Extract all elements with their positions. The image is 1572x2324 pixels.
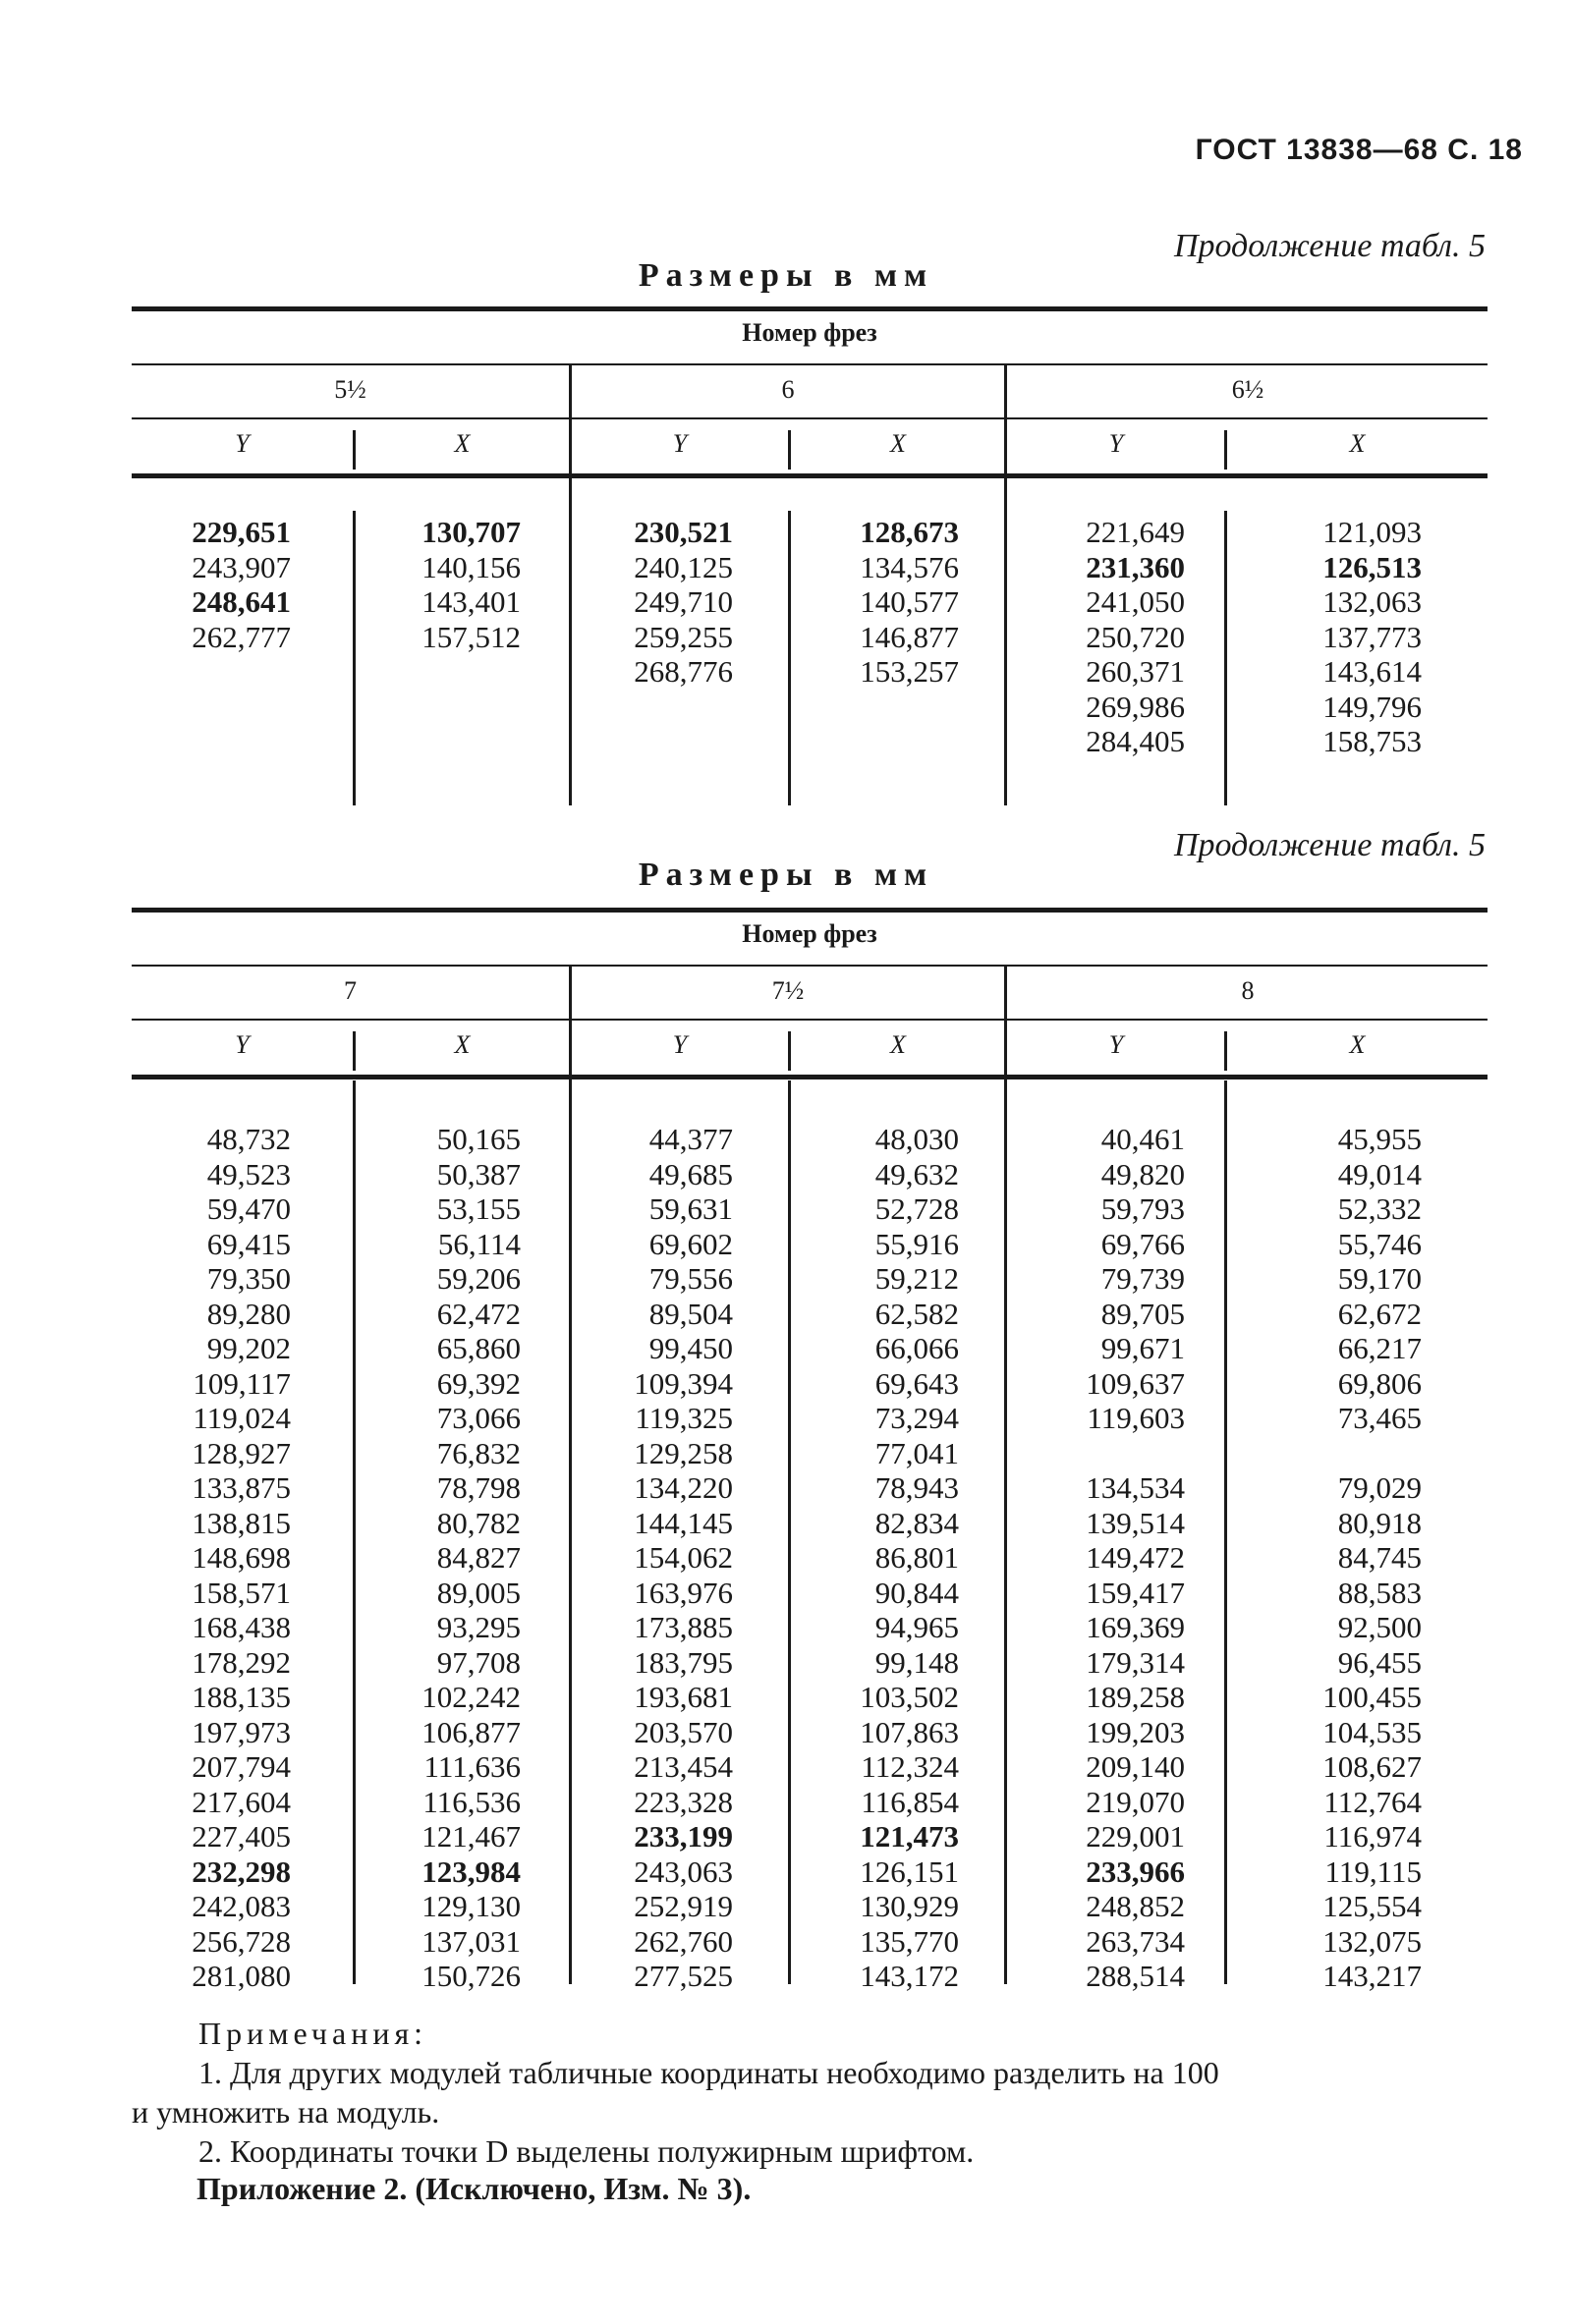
note-1-line-2: и умножить на модуль. (132, 2094, 440, 2130)
table-cell: 126,151 (860, 1854, 959, 1889)
table-cell: 48,030 (874, 1122, 959, 1156)
table-cell: 97,708 (436, 1644, 521, 1680)
table-cell: 55,746 (1337, 1226, 1422, 1261)
table-cell: 66,217 (1337, 1331, 1422, 1365)
table-cell: 268,776 (634, 654, 733, 689)
table-cell: 146,877 (860, 619, 959, 654)
table-cell: 249,710 (634, 584, 733, 619)
table1 (132, 306, 1488, 805)
table1-group-header: Номер фрез (742, 318, 877, 347)
table-cell: 69,392 (436, 1365, 521, 1401)
table-cell: 173,885 (634, 1610, 733, 1644)
table-cell: 123,984 (421, 1854, 521, 1889)
table2-continuation: Продолжение табл. 5 (1173, 827, 1486, 863)
table-cell: 129,258 (634, 1435, 733, 1470)
appendix-note: Приложение 2. (Исключено, Изм. № 3). (196, 2171, 752, 2206)
table-cell: 154,062 (634, 1540, 733, 1575)
table-cell: 79,350 (206, 1261, 291, 1296)
table-cell: 79,739 (1100, 1261, 1185, 1296)
table-cell: 62,582 (874, 1296, 959, 1331)
table-cell: 227,405 (192, 1819, 291, 1854)
table-cell: 52,728 (874, 1191, 959, 1226)
table1-col-label-6: X (1349, 429, 1366, 458)
table-cell: 139,514 (1086, 1505, 1185, 1540)
table2-col-label-1: Y (235, 1030, 250, 1059)
table-cell: 102,242 (421, 1680, 521, 1714)
table-cell: 77,041 (874, 1435, 959, 1470)
table-cell: 138,815 (192, 1505, 291, 1540)
table-cell: 149,472 (1086, 1540, 1185, 1575)
table1-column-5 (988, 515, 1185, 759)
table-cell: 96,455 (1337, 1644, 1422, 1680)
table-cell: 221,649 (1086, 515, 1185, 549)
table1-column-6 (1225, 515, 1422, 759)
table-cell: 230,521 (634, 515, 733, 549)
table-cell: 128,927 (192, 1435, 291, 1470)
table-cell: 99,671 (1100, 1331, 1185, 1365)
table1-column-1 (94, 515, 291, 654)
table-cell: 158,753 (1322, 724, 1422, 758)
table-cell: 116,974 (1323, 1819, 1422, 1854)
table1-continuation: Продолжение табл. 5 (1173, 228, 1486, 264)
table2 (132, 908, 1488, 1993)
table-cell: 80,782 (436, 1505, 521, 1540)
table-cell: 233,199 (634, 1819, 733, 1854)
table-cell: 169,369 (1086, 1610, 1185, 1644)
table2-col-label-5: Y (1108, 1030, 1124, 1059)
table-cell: 163,976 (634, 1575, 733, 1610)
table-cell: 143,614 (1322, 654, 1422, 689)
table-cell: 73,294 (874, 1401, 959, 1435)
table2-column-3 (536, 1122, 733, 1994)
table-cell: 59,212 (874, 1261, 959, 1296)
table-cell: 48,732 (206, 1122, 291, 1156)
table-cell: 284,405 (1086, 724, 1185, 758)
table1-column-4 (762, 515, 959, 690)
table-cell: 135,770 (860, 1923, 959, 1959)
table-cell: 248,852 (1086, 1889, 1185, 1923)
table-cell: 232,298 (192, 1854, 291, 1889)
table-cell: 44,377 (648, 1122, 733, 1156)
table1-sizes-title: Размеры в мм (638, 257, 934, 294)
table-cell: 66,066 (874, 1331, 959, 1365)
table-cell: 107,863 (860, 1714, 959, 1749)
table-cell: 130,929 (860, 1889, 959, 1923)
table-cell (1225, 1436, 1422, 1471)
table-cell: 153,257 (860, 654, 959, 689)
table-cell: 116,854 (861, 1784, 959, 1819)
table-cell: 240,125 (634, 549, 733, 584)
table-cell: 130,707 (421, 515, 521, 549)
table1-cutter-1: 5½ (334, 375, 366, 404)
table-cell: 45,955 (1337, 1122, 1422, 1156)
table2-column-2 (324, 1122, 521, 1994)
table-cell: 93,295 (436, 1610, 521, 1644)
table-cell: 49,014 (1337, 1156, 1422, 1191)
table2-col-label-2: X (454, 1030, 471, 1059)
table-cell: 92,500 (1337, 1610, 1422, 1644)
table-cell: 129,130 (421, 1889, 521, 1923)
table-cell: 259,255 (634, 619, 733, 654)
table-cell: 213,454 (634, 1749, 733, 1784)
table-cell: 148,698 (192, 1540, 291, 1575)
table-cell: 262,777 (192, 619, 291, 654)
table-cell: 183,795 (634, 1644, 733, 1680)
table2-cutter-2: 7½ (771, 976, 805, 1005)
table-cell: 78,943 (874, 1470, 959, 1505)
table-cell: 137,031 (421, 1923, 521, 1959)
table-cell: 56,114 (437, 1226, 521, 1261)
table-cell: 62,672 (1337, 1296, 1422, 1331)
table-cell: 250,720 (1086, 619, 1185, 654)
table-cell: 231,360 (1086, 549, 1185, 584)
table-cell: 109,637 (1086, 1365, 1185, 1401)
table-cell: 100,455 (1322, 1680, 1422, 1714)
table-cell: 263,734 (1086, 1923, 1185, 1959)
table1-column-2 (324, 515, 521, 654)
table-cell: 50,387 (436, 1156, 521, 1191)
table-cell: 143,217 (1322, 1959, 1422, 1993)
table-cell: 134,220 (634, 1470, 733, 1505)
table-cell: 111,636 (423, 1749, 521, 1784)
table-cell: 53,155 (436, 1191, 521, 1226)
table-cell: 288,514 (1086, 1959, 1185, 1993)
table2-group-header: Номер фрез (742, 919, 877, 948)
table-cell: 178,292 (192, 1644, 291, 1680)
table-cell: 219,070 (1086, 1784, 1185, 1819)
table-cell: 109,117 (193, 1365, 291, 1401)
table-cell: 88,583 (1337, 1575, 1422, 1610)
table-cell: 84,745 (1337, 1540, 1422, 1575)
table-cell: 55,916 (874, 1226, 959, 1261)
table-cell: 125,554 (1322, 1889, 1422, 1923)
table2-cutter-1: 7 (344, 976, 357, 1005)
table-cell: 121,467 (421, 1819, 521, 1854)
notes-title: Примечания: (198, 2016, 428, 2051)
table-cell: 79,029 (1337, 1470, 1422, 1505)
table2-column-4 (762, 1122, 959, 1994)
table-cell: 62,472 (436, 1296, 521, 1331)
table-cell: 262,760 (634, 1923, 733, 1959)
table-cell: 132,075 (1322, 1923, 1422, 1959)
table-cell: 52,332 (1337, 1191, 1422, 1226)
table-cell: 40,461 (1100, 1122, 1185, 1156)
table1-col-label-5: Y (1108, 429, 1124, 458)
table-cell: 65,860 (436, 1331, 521, 1365)
table-cell: 79,556 (648, 1261, 733, 1296)
table-cell: 229,001 (1086, 1819, 1185, 1854)
table-cell: 59,631 (648, 1191, 733, 1226)
table-cell: 179,314 (1086, 1644, 1185, 1680)
table-cell: 256,728 (192, 1923, 291, 1959)
table-cell: 188,135 (192, 1680, 291, 1714)
table-cell: 89,705 (1100, 1296, 1185, 1331)
table-cell: 229,651 (192, 515, 291, 549)
table-cell: 241,050 (1086, 584, 1185, 619)
table-cell: 106,877 (421, 1714, 521, 1749)
table-cell: 59,206 (436, 1261, 521, 1296)
table-cell: 119,603 (1087, 1401, 1185, 1435)
table-cell: 73,465 (1337, 1401, 1422, 1435)
table1-col-label-3: Y (672, 429, 688, 458)
table-cell: 126,513 (1322, 549, 1422, 584)
table-cell: 137,773 (1322, 619, 1422, 654)
table-cell: 277,525 (634, 1959, 733, 1993)
table2-cutter-3: 8 (1241, 976, 1255, 1005)
table-cell: 89,005 (436, 1575, 521, 1610)
table-cell: 193,681 (634, 1680, 733, 1714)
table-cell: 69,806 (1337, 1365, 1422, 1401)
page-header: ГОСТ 13838—68 С. 18 (1195, 134, 1523, 166)
table-cell: 86,801 (874, 1540, 959, 1575)
table-cell: 143,172 (860, 1959, 959, 1993)
table-cell: 94,965 (874, 1610, 959, 1644)
table-cell: 69,415 (206, 1226, 291, 1261)
table-cell: 49,685 (648, 1156, 733, 1191)
table-cell: 207,794 (192, 1749, 291, 1784)
table-cell: 134,576 (860, 549, 959, 584)
table-cell: 109,394 (634, 1365, 733, 1401)
note-2: 2. Координаты точки D выделены полужирным шрифтом. (198, 2133, 975, 2169)
table2-column-1 (94, 1122, 291, 1994)
table-cell: 223,328 (634, 1784, 733, 1819)
table-cell: 134,534 (1086, 1470, 1185, 1505)
table-cell: 203,570 (634, 1714, 733, 1749)
table-cell: 49,523 (206, 1156, 291, 1191)
table-cell: 103,502 (860, 1680, 959, 1714)
table-cell: 260,371 (1086, 654, 1185, 689)
table-cell: 89,280 (206, 1296, 291, 1331)
table-cell: 233,966 (1086, 1854, 1185, 1889)
table1-col-label-4: X (890, 429, 906, 458)
table-cell: 243,907 (192, 549, 291, 584)
table-cell: 59,793 (1100, 1191, 1185, 1226)
table-cell: 50,165 (436, 1122, 521, 1156)
table-cell: 197,973 (192, 1714, 291, 1749)
table-cell: 69,602 (648, 1226, 733, 1261)
table-cell: 143,401 (421, 584, 521, 619)
table2-column-5 (988, 1122, 1185, 1994)
table2-col-label-6: X (1349, 1030, 1366, 1059)
table-cell: 82,834 (874, 1505, 959, 1540)
table-cell: 199,203 (1086, 1714, 1185, 1749)
table-cell: 128,673 (860, 515, 959, 549)
table-cell: 73,066 (436, 1401, 521, 1435)
table-cell: 69,766 (1100, 1226, 1185, 1261)
notes (132, 2014, 1507, 2171)
table-cell: 119,325 (635, 1401, 733, 1435)
table-cell: 157,512 (421, 619, 521, 654)
table-cell: 281,080 (192, 1959, 291, 1993)
table-cell (988, 1436, 1185, 1471)
table-cell: 133,875 (192, 1470, 291, 1505)
table1-col-label-2: X (454, 429, 471, 458)
table-cell: 89,504 (648, 1296, 733, 1331)
table1-cutter-2: 6 (781, 375, 795, 404)
table-cell: 108,627 (1322, 1749, 1422, 1784)
table1-col-label-1: Y (235, 429, 250, 458)
table-cell: 132,063 (1322, 584, 1422, 619)
table-cell: 59,170 (1337, 1261, 1422, 1296)
table-cell: 243,063 (634, 1854, 733, 1889)
table-cell: 269,986 (1086, 689, 1185, 724)
table-cell: 252,919 (634, 1889, 733, 1923)
table-cell: 69,643 (874, 1365, 959, 1401)
table-cell: 119,115 (1324, 1854, 1422, 1889)
table-cell: 248,641 (192, 584, 291, 619)
table1-cutter-3: 6½ (1231, 375, 1264, 404)
table-cell: 78,798 (436, 1470, 521, 1505)
table-cell: 158,571 (192, 1575, 291, 1610)
table-cell: 140,156 (421, 549, 521, 584)
note-1-line-1: 1. Для других модулей табличные координаты необходимо разделить на 100 (198, 2055, 1219, 2090)
table-cell: 121,473 (860, 1819, 959, 1854)
table2-col-label-4: X (890, 1030, 906, 1059)
table-cell: 112,764 (1323, 1784, 1422, 1819)
table-cell: 99,202 (206, 1331, 291, 1365)
table-cell: 119,024 (193, 1401, 291, 1435)
table-cell: 159,417 (1086, 1575, 1185, 1610)
table-cell: 90,844 (874, 1575, 959, 1610)
table-cell: 99,450 (648, 1331, 733, 1365)
table-cell: 49,820 (1100, 1156, 1185, 1191)
table2-sizes-title: Размеры в мм (638, 857, 934, 893)
table-cell: 49,632 (874, 1156, 959, 1191)
table-cell: 76,832 (436, 1435, 521, 1470)
table-cell: 149,796 (1322, 689, 1422, 724)
table-cell: 150,726 (421, 1959, 521, 1993)
table-cell: 189,258 (1086, 1680, 1185, 1714)
table-cell: 209,140 (1086, 1749, 1185, 1784)
table1-column-3 (536, 515, 733, 690)
table-cell: 116,536 (422, 1784, 521, 1819)
table-cell: 84,827 (436, 1540, 521, 1575)
table-cell: 217,604 (192, 1784, 291, 1819)
table-cell: 80,918 (1337, 1505, 1422, 1540)
table2-col-label-3: Y (672, 1030, 688, 1059)
table2-column-6 (1225, 1122, 1422, 1994)
table-cell: 144,145 (634, 1505, 733, 1540)
table-cell: 104,535 (1322, 1714, 1422, 1749)
table-cell: 168,438 (192, 1610, 291, 1644)
table-cell: 59,470 (206, 1191, 291, 1226)
table-cell: 99,148 (874, 1644, 959, 1680)
table-cell: 140,577 (860, 584, 959, 619)
table-cell: 121,093 (1322, 515, 1422, 549)
table-cell: 112,324 (861, 1749, 959, 1784)
table-cell: 242,083 (192, 1889, 291, 1923)
